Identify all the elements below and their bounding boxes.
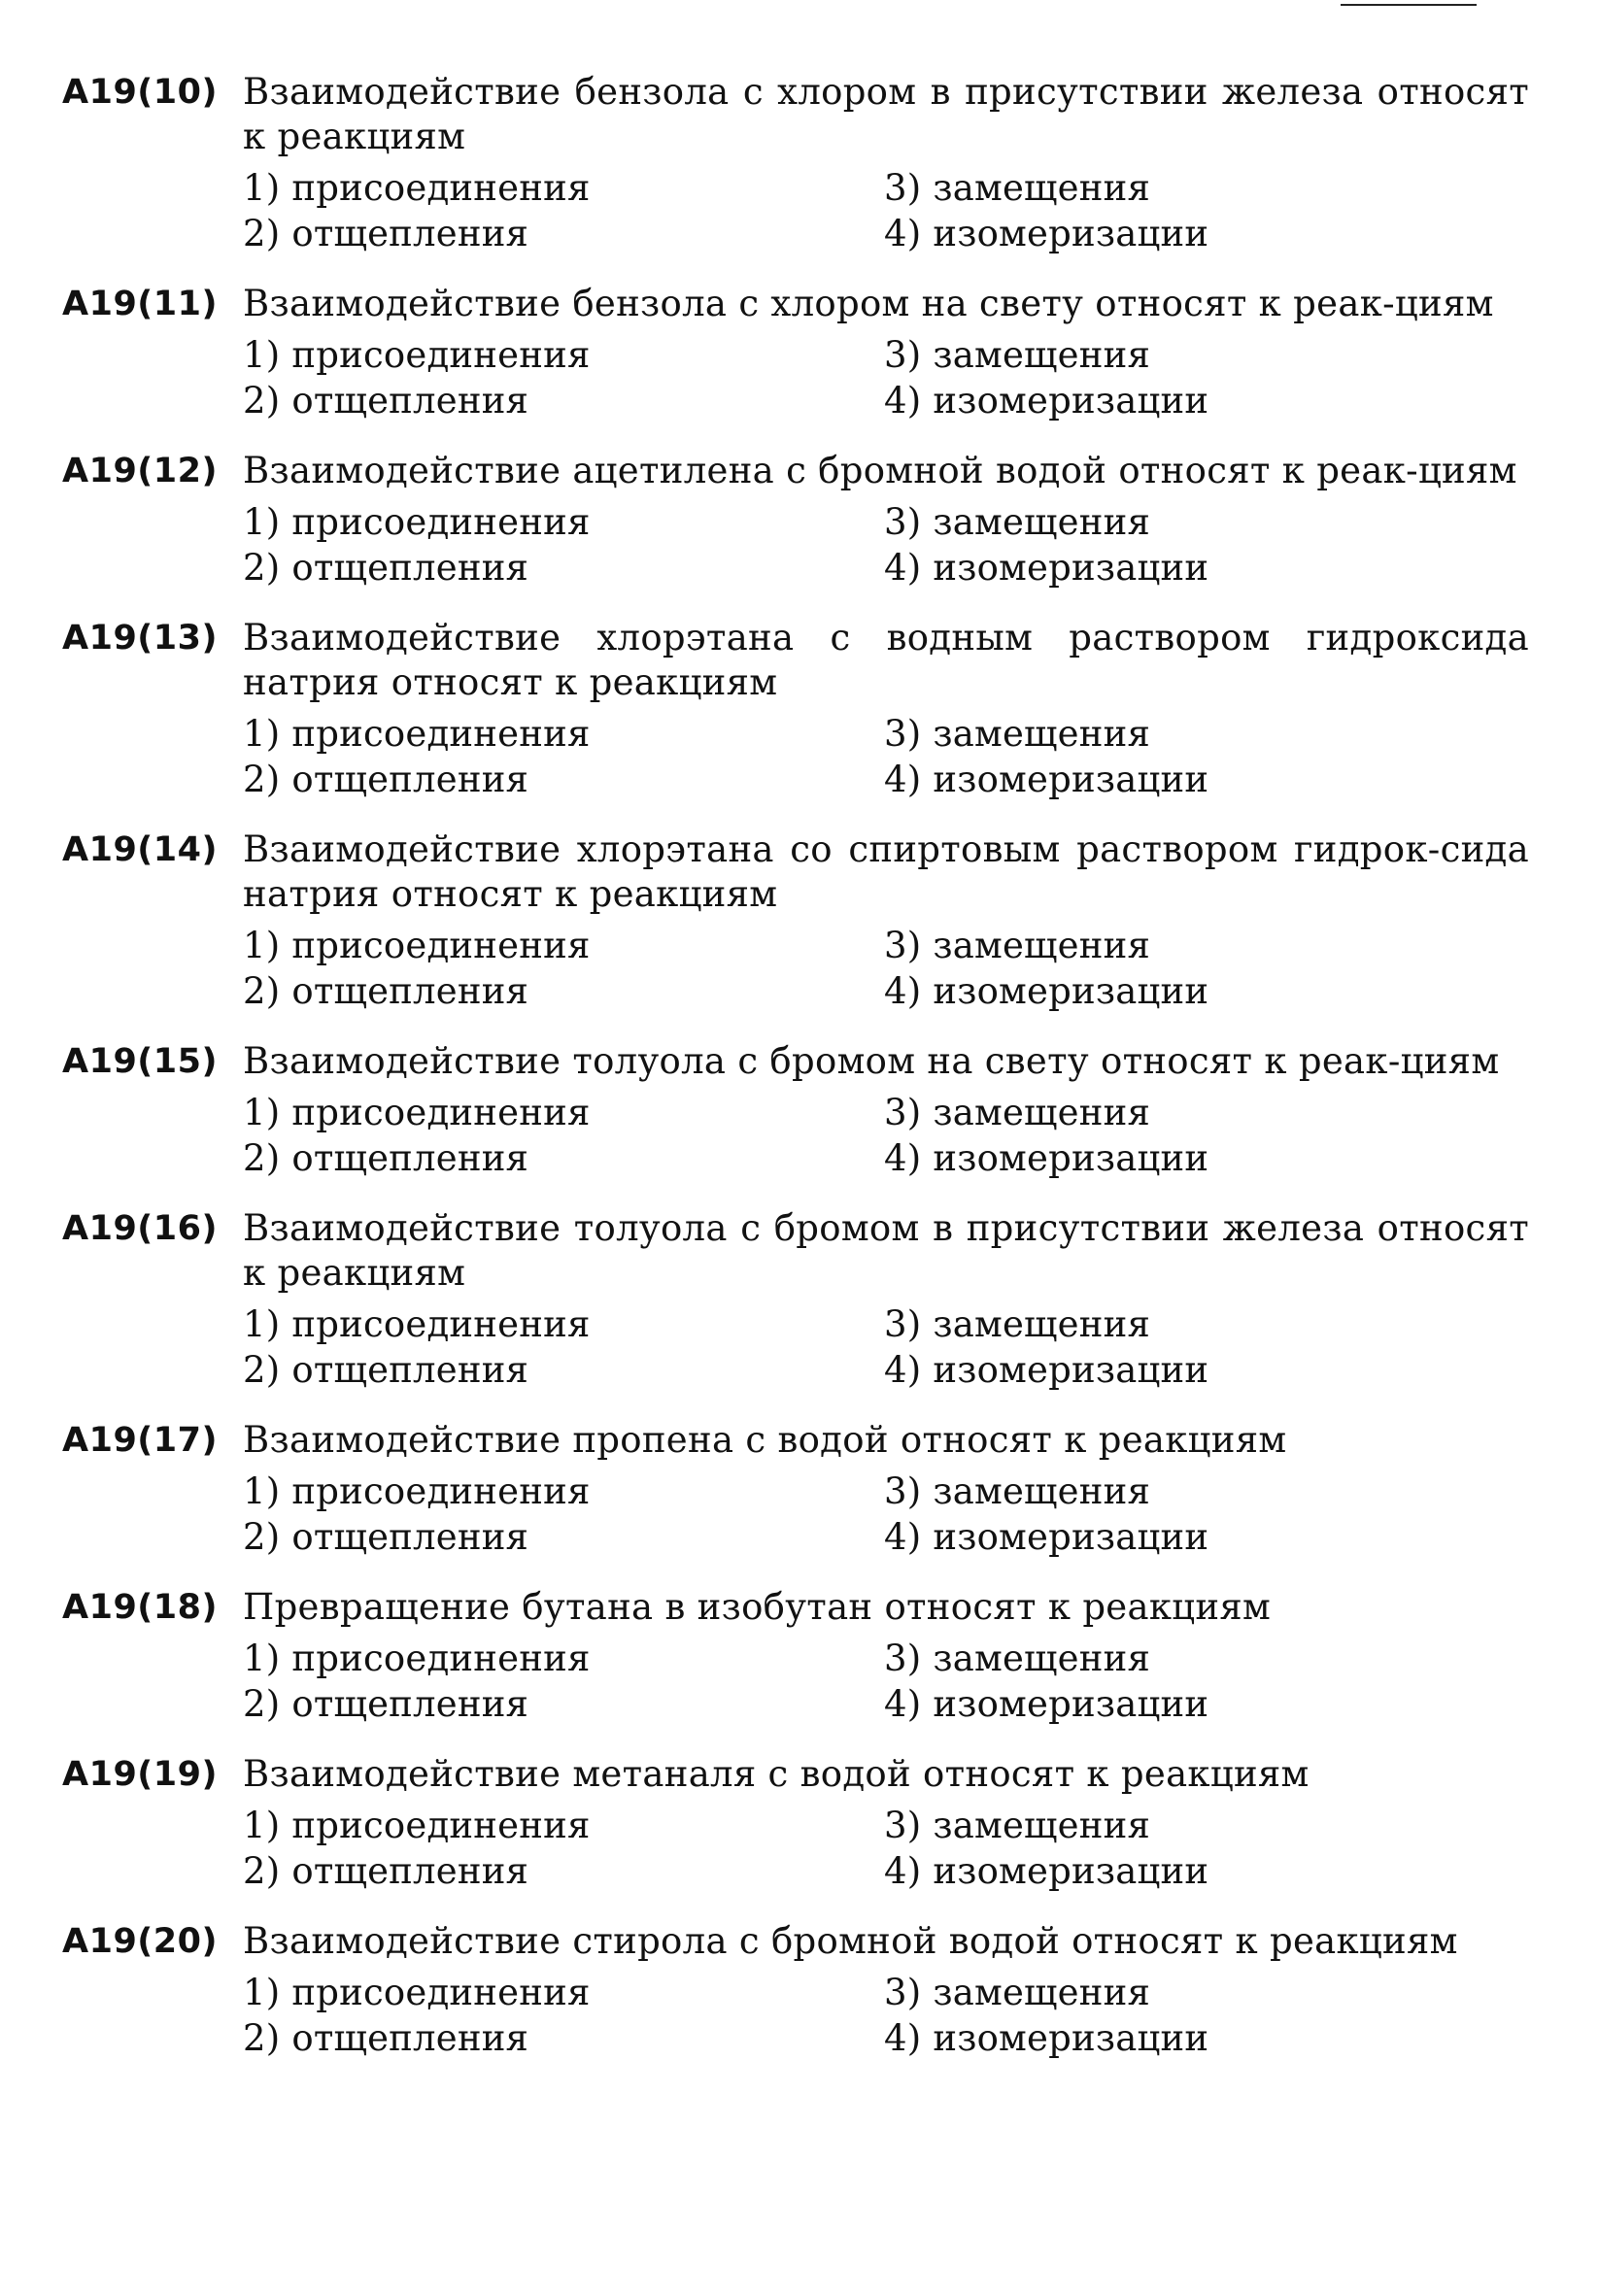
answer-option: 1) присоединения	[243, 1092, 591, 1133]
answer-option: 3) замещения	[884, 1470, 1151, 1512]
answer-option: 4) изомеризации	[884, 1683, 1209, 1725]
question-text: Взаимодействие хлорэтана со спиртовым раствором гидрок-сида натрия относят к реакциям	[243, 828, 1529, 915]
answer-option: 4) изомеризации	[884, 1137, 1209, 1179]
answer-options	[243, 1636, 1529, 1727]
question-text: Взаимодействие пропена с водой относят к реакциям	[243, 1419, 1287, 1461]
question-text: Взаимодействие толуола с бромом в присутствии железа относят к реакциям	[243, 1207, 1529, 1294]
question	[62, 1418, 1529, 1560]
question	[62, 1752, 1529, 1894]
question-text: Взаимодействие бензола с хлором на свету относят к реак-циям	[243, 283, 1494, 324]
answer-option: 3) замещения	[884, 334, 1151, 376]
answer-option: 1) присоединения	[243, 1303, 591, 1345]
answer-option: 2) отщепления	[243, 1683, 529, 1725]
question	[62, 70, 1529, 256]
question-text: Взаимодействие хлорэтана с водным раствором гидроксида натрия относят к реакциям	[243, 617, 1529, 703]
question-number: A19(16)	[62, 1209, 218, 1248]
question-number: A19(12)	[62, 452, 218, 490]
question	[62, 616, 1529, 802]
top-rule	[1341, 4, 1477, 6]
question-text: Взаимодействие ацетилена с бромной водой относят к реак-циям	[243, 450, 1517, 491]
answer-option: 4) изомеризации	[884, 2017, 1209, 2059]
answer-option: 4) изомеризации	[884, 1850, 1209, 1892]
answer-options	[243, 499, 1529, 591]
answer-option: 4) изомеризации	[884, 380, 1209, 422]
question-number: A19(20)	[62, 1922, 218, 1961]
question-number: A19(11)	[62, 285, 218, 323]
question	[62, 449, 1529, 591]
question-list	[62, 70, 1529, 2086]
answer-option: 4) изомеризации	[884, 1349, 1209, 1391]
answer-option: 1) присоединения	[243, 1470, 591, 1512]
question-number: A19(10)	[62, 73, 218, 112]
answer-options	[243, 1090, 1529, 1181]
question	[62, 1039, 1529, 1181]
question-text: Взаимодействие стирола с бромной водой относят к реакциям	[243, 1920, 1458, 1962]
question-number: A19(15)	[62, 1042, 218, 1081]
question-text: Взаимодействие бензола с хлором в присутствии железа относят к реакциям	[243, 71, 1529, 157]
answer-option: 2) отщепления	[243, 380, 529, 422]
answer-option: 3) замещения	[884, 1972, 1151, 2013]
answer-option: 2) отщепления	[243, 1349, 529, 1391]
answer-option: 1) присоединения	[243, 925, 591, 966]
answer-option: 3) замещения	[884, 167, 1151, 209]
question	[62, 282, 1529, 423]
answer-option: 4) изомеризации	[884, 547, 1209, 589]
question-text: Превращение бутана в изобутан относят к реакциям	[243, 1586, 1272, 1628]
question-number: A19(18)	[62, 1588, 218, 1627]
answer-options	[243, 165, 1529, 256]
answer-option: 3) замещения	[884, 501, 1151, 543]
answer-option: 2) отщепления	[243, 2017, 529, 2059]
answer-option: 2) отщепления	[243, 1137, 529, 1179]
answer-option: 3) замещения	[884, 1303, 1151, 1345]
answer-option: 1) присоединения	[243, 1805, 591, 1846]
answer-option: 2) отщепления	[243, 213, 529, 254]
answer-option: 2) отщепления	[243, 759, 529, 800]
answer-option: 1) присоединения	[243, 167, 591, 209]
answer-option: 2) отщепления	[243, 970, 529, 1012]
answer-option: 4) изомеризации	[884, 1516, 1209, 1558]
question-text: Взаимодействие толуола с бромом на свету относят к реак-циям	[243, 1040, 1500, 1082]
answer-option: 4) изомеризации	[884, 970, 1209, 1012]
question	[62, 1206, 1529, 1393]
answer-option: 4) изомеризации	[884, 213, 1209, 254]
answer-options	[243, 923, 1529, 1014]
answer-option: 1) присоединения	[243, 334, 591, 376]
answer-options	[243, 711, 1529, 802]
question-number: A19(13)	[62, 619, 218, 658]
question	[62, 1919, 1529, 2061]
answer-option: 3) замещения	[884, 713, 1151, 755]
answer-option: 3) замещения	[884, 925, 1151, 966]
answer-option: 2) отщепления	[243, 547, 529, 589]
question-number: A19(19)	[62, 1755, 218, 1794]
answer-option: 1) присоединения	[243, 713, 591, 755]
answer-options	[243, 1469, 1529, 1560]
answer-option: 4) изомеризации	[884, 759, 1209, 800]
answer-option: 3) замещения	[884, 1638, 1151, 1679]
question	[62, 1585, 1529, 1727]
answer-option: 1) присоединения	[243, 1638, 591, 1679]
question-text: Взаимодействие метаналя с водой относят к реакциям	[243, 1753, 1310, 1795]
answer-option: 3) замещения	[884, 1805, 1151, 1846]
answer-option: 3) замещения	[884, 1092, 1151, 1133]
question	[62, 827, 1529, 1014]
answer-option: 1) присоединения	[243, 501, 591, 543]
answer-option: 2) отщепления	[243, 1850, 529, 1892]
answer-options	[243, 332, 1529, 423]
answer-options	[243, 1970, 1529, 2061]
question-number: A19(17)	[62, 1421, 218, 1460]
answer-options	[243, 1301, 1529, 1393]
question-number: A19(14)	[62, 830, 218, 869]
answer-option: 1) присоединения	[243, 1972, 591, 2013]
answer-options	[243, 1803, 1529, 1894]
answer-option: 2) отщепления	[243, 1516, 529, 1558]
